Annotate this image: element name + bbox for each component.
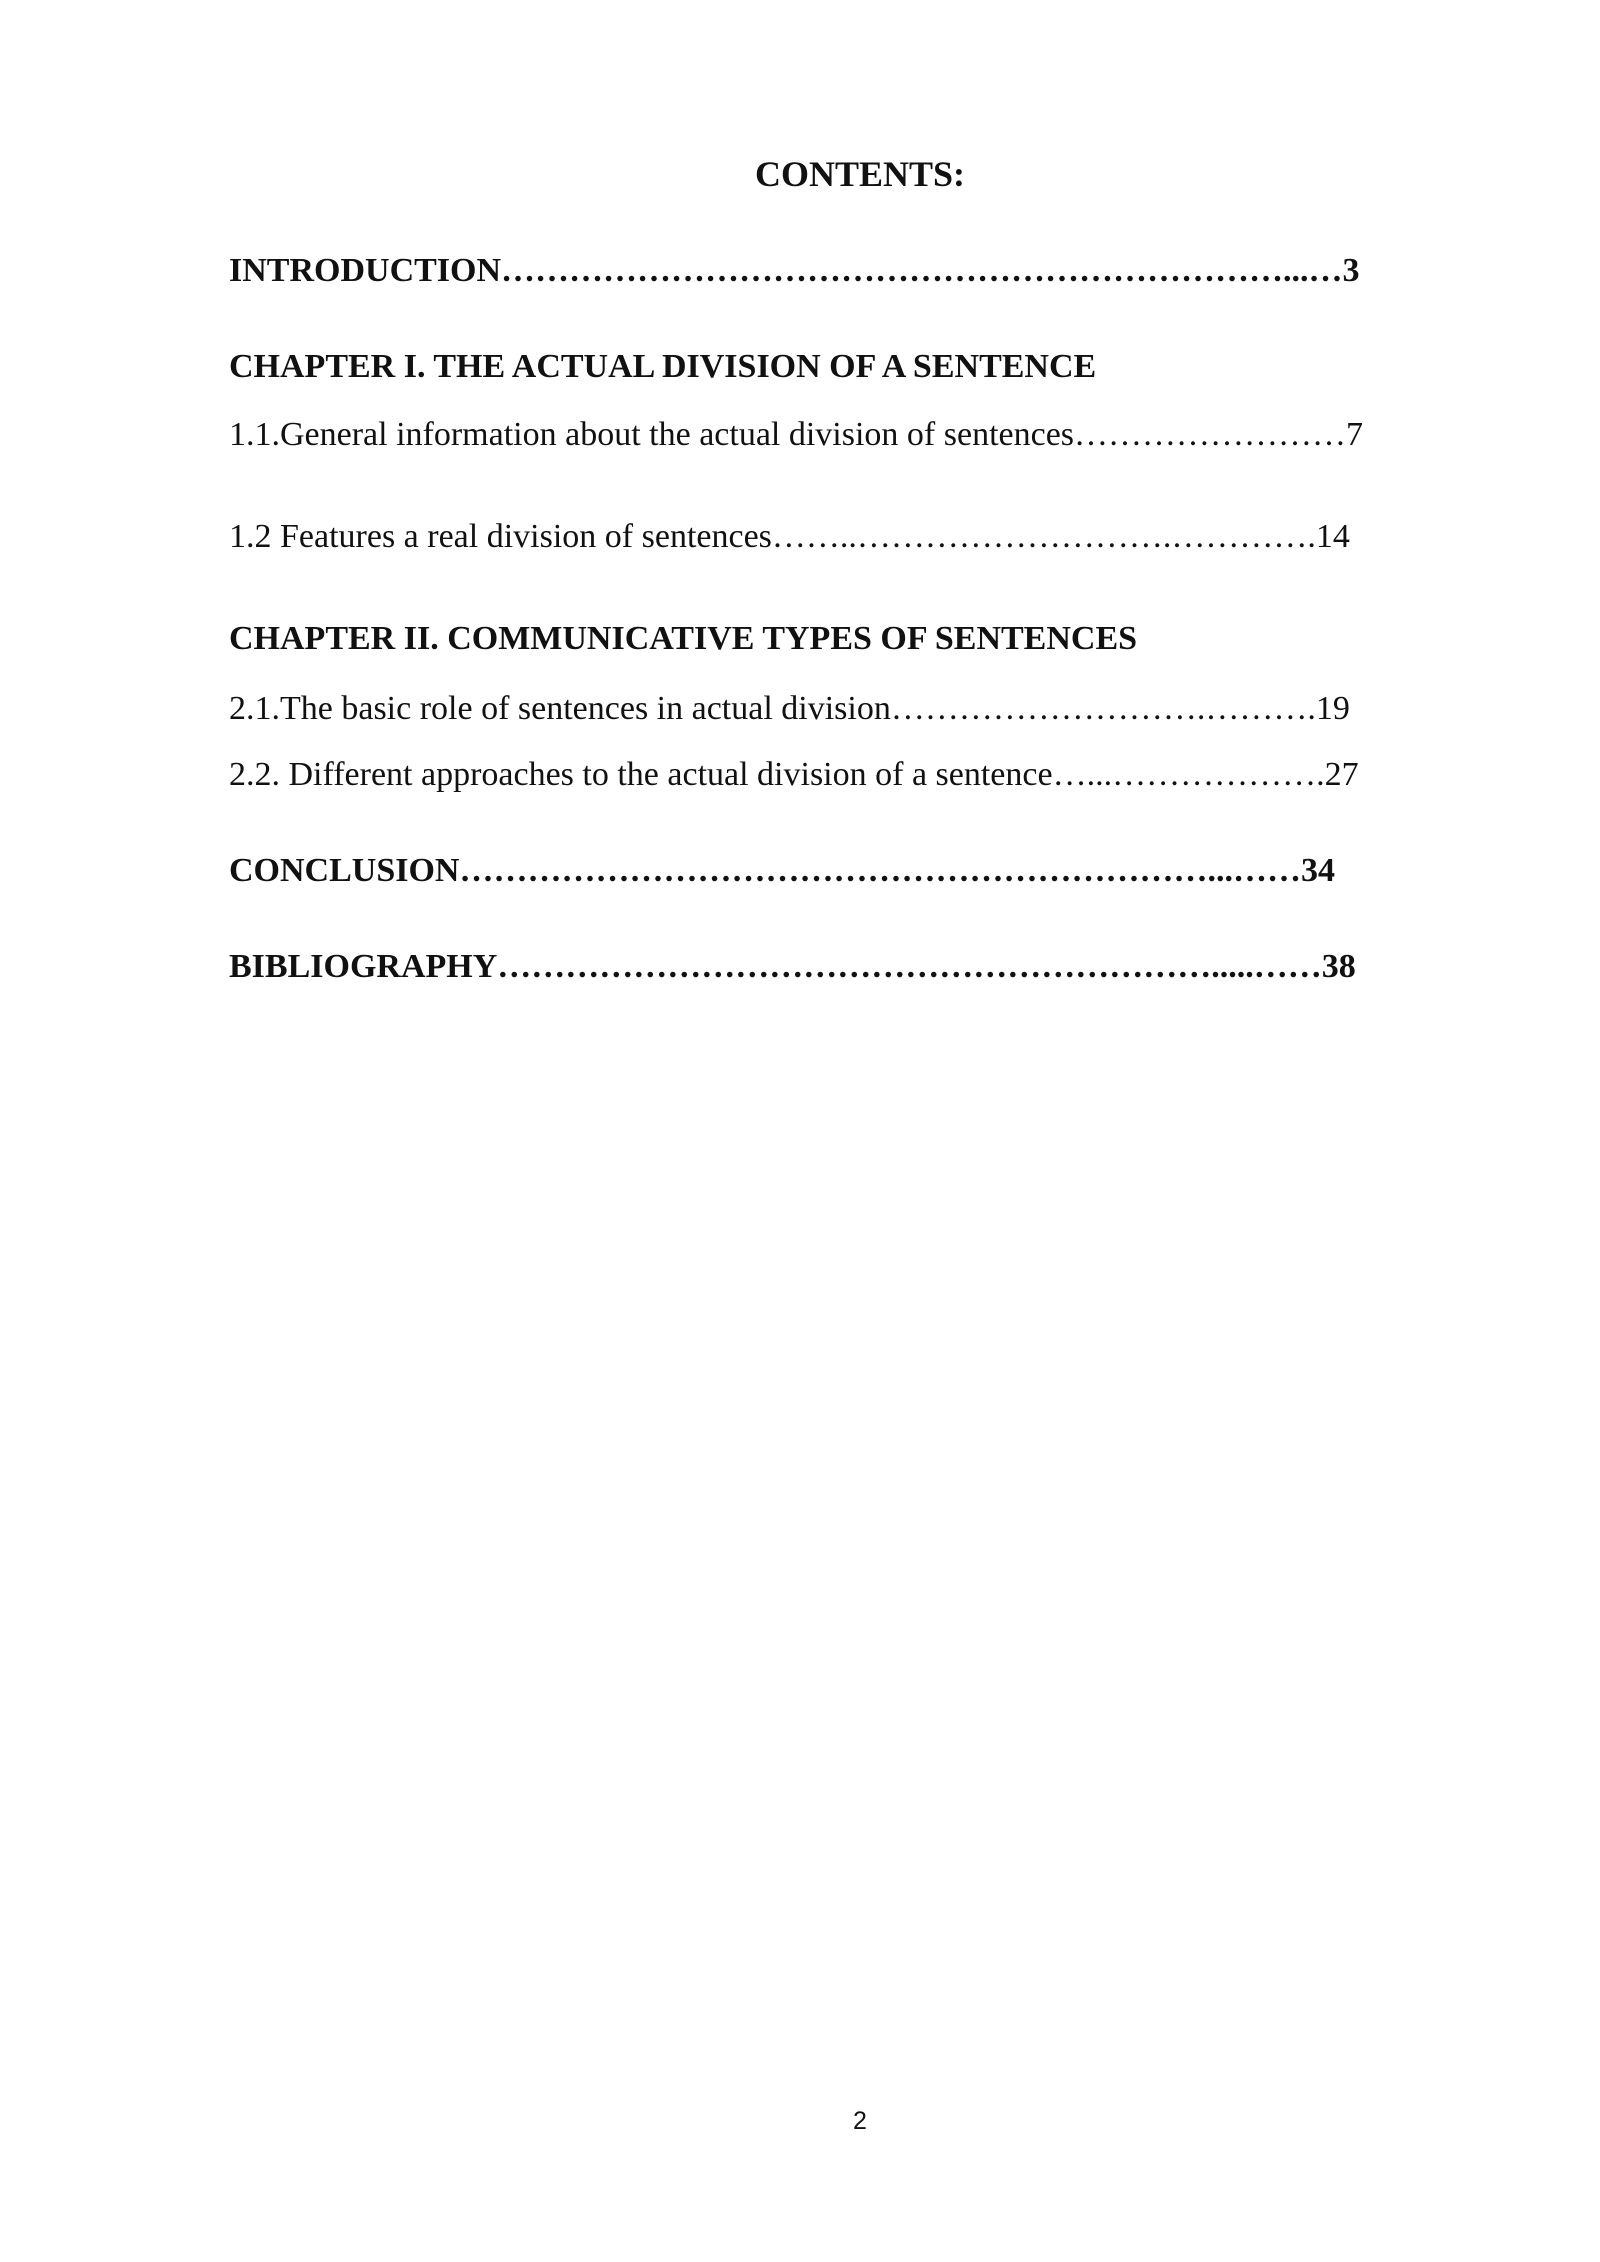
toc-entry-section-1-1: 1.1.General information about the actual division of sentences……………………7	[229, 416, 1364, 453]
toc-entry-section-2-2: 2.2. Different approaches to the actual division of a sentence…...……………….27	[229, 756, 1359, 793]
page-number: 2	[853, 2107, 867, 2135]
toc-entry-bibliography: BIBLIOGRAPHY……………………………………………………….....……38	[229, 948, 1356, 985]
toc-entry-section-1-2: 1.2 Features a real division of sentences……..……………………….………….14	[229, 518, 1350, 555]
toc-entry-conclusion: CONCLUSION…………………………………………………………...……34	[229, 852, 1335, 889]
toc-entry-introduction: INTRODUCTION……………………………………………………………...…3	[229, 252, 1360, 289]
toc-entry-section-2-1: 2.1.The basic role of sentences in actual division……………………….……….19	[229, 690, 1350, 727]
contents-title: CONTENTS:	[754, 154, 966, 194]
toc-chapter-2-heading: CHAPTER II. COMMUNICATIVE TYPES OF SENTENCES	[229, 620, 1138, 657]
toc-chapter-1-heading: CHAPTER I. THE ACTUAL DIVISION OF A SENTENCE	[229, 348, 1097, 385]
